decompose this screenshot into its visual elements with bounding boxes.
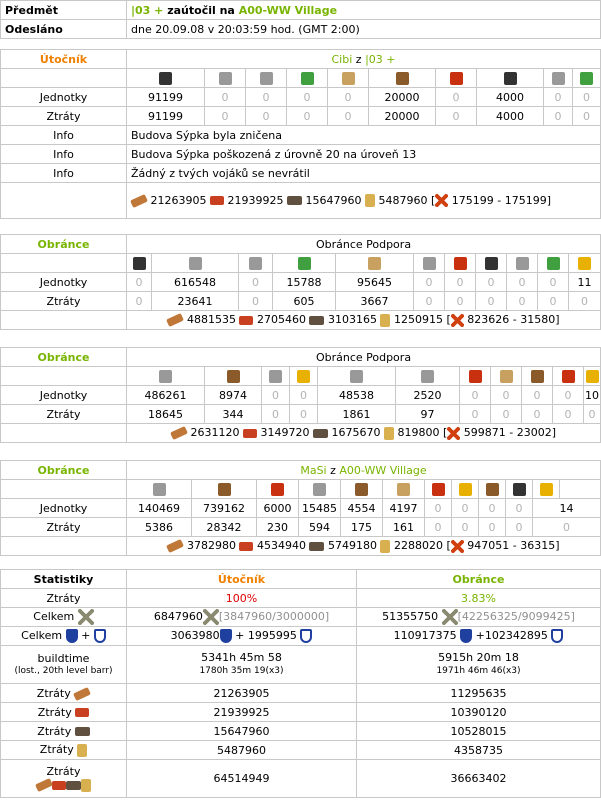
defender2-units-row bbox=[1, 386, 601, 405]
horse-icon bbox=[269, 370, 282, 383]
pike-icon bbox=[159, 370, 172, 383]
clay-icon bbox=[239, 316, 253, 325]
unit-count: 15788 bbox=[273, 273, 336, 292]
stat-plus: +102342895 bbox=[475, 629, 548, 642]
attacker-table bbox=[0, 49, 601, 219]
iron-icon bbox=[66, 781, 81, 790]
settler-icon bbox=[513, 483, 526, 496]
stat-value: 10390120 bbox=[357, 703, 601, 722]
unit-count: 0 bbox=[425, 499, 452, 518]
losses-label: Ztráty bbox=[1, 518, 127, 537]
loss-count: 0 bbox=[507, 292, 538, 311]
crop-icon bbox=[77, 744, 87, 757]
defender1-bounty: 4881535 2705460 3103165 1250915 [ 823626 - 31580] bbox=[127, 311, 601, 330]
losses-label: Ztráty bbox=[1, 292, 127, 311]
clay-icon bbox=[52, 781, 66, 790]
iron-icon bbox=[287, 196, 302, 205]
defender-loss-pct: 3.83% bbox=[357, 589, 601, 608]
axe-icon bbox=[249, 257, 262, 270]
wood-icon bbox=[130, 193, 148, 207]
defender-village-link[interactable]: A00-WW Village bbox=[339, 463, 427, 477]
info-text: Budova Sýpka poškozená z úrovně 20 na úroveň 13 bbox=[127, 145, 601, 164]
stat-value: 21263905 bbox=[127, 684, 357, 703]
defender1-table bbox=[0, 234, 601, 330]
unit-count: 0 bbox=[262, 386, 290, 405]
shield-outline-icon bbox=[94, 629, 106, 643]
defender-role: Obránce bbox=[1, 348, 127, 367]
from-text: z bbox=[330, 463, 336, 477]
unit-count: 0 bbox=[479, 499, 506, 518]
chief-icon bbox=[486, 483, 499, 496]
stat-label: Ztráty bbox=[37, 705, 72, 719]
unit-count: 0 bbox=[328, 88, 369, 107]
loss-count: 0 bbox=[425, 518, 452, 537]
defender-title: Obránce Podpora bbox=[127, 348, 601, 367]
horse-rider-icon bbox=[396, 72, 409, 85]
hatchet-icon bbox=[260, 72, 273, 85]
stat-label: Ztráty bbox=[46, 765, 81, 779]
horse-heavy-icon bbox=[397, 483, 410, 496]
loss-count: 0 bbox=[522, 405, 553, 424]
defender2-losses-row bbox=[1, 405, 601, 424]
spear-icon bbox=[189, 257, 202, 270]
stat-value2: 1780h 35m 19(x3) bbox=[199, 666, 284, 676]
boots-icon bbox=[301, 72, 314, 85]
shield-outline-icon bbox=[300, 629, 312, 643]
attacker-player-link[interactable]: Cibi bbox=[331, 52, 353, 66]
unit-count: 15485 bbox=[299, 499, 341, 518]
axe-icon bbox=[219, 72, 232, 85]
sword-icon bbox=[227, 370, 240, 383]
loss-count: 97 bbox=[396, 405, 460, 424]
info-label: Info bbox=[1, 126, 127, 145]
stat-value: 15647960 bbox=[127, 722, 357, 741]
unit-count: 8974 bbox=[205, 386, 262, 405]
wood-icon bbox=[35, 778, 53, 792]
catapult-icon bbox=[504, 72, 517, 85]
loss-count: 0 bbox=[479, 518, 506, 537]
unit-count: 140469 bbox=[127, 499, 192, 518]
hero-star-icon bbox=[540, 483, 553, 496]
catapult-icon bbox=[459, 483, 472, 496]
loss-count: 0 bbox=[584, 405, 601, 424]
sent-label: Odesláno bbox=[1, 20, 127, 39]
stat-label: Ztráty bbox=[39, 743, 74, 757]
clay-icon bbox=[75, 708, 89, 717]
loss-count: 91199 bbox=[127, 107, 205, 126]
loss-count: 230 bbox=[257, 518, 299, 537]
unit-count: 91199 bbox=[127, 88, 205, 107]
unit-count: 0 bbox=[506, 499, 533, 518]
loss-count: 0 bbox=[328, 107, 369, 126]
chief-icon bbox=[516, 257, 529, 270]
target-village-link[interactable]: A00-WW Village bbox=[238, 3, 338, 17]
ram-icon bbox=[454, 257, 467, 270]
loss-count: 0 bbox=[538, 292, 569, 311]
unit-count: 0 bbox=[127, 273, 152, 292]
stat-plus: + 1995995 bbox=[235, 629, 297, 642]
loss-count: 605 bbox=[273, 292, 336, 311]
stat-label: buildtime bbox=[37, 651, 90, 665]
catapult-icon bbox=[500, 370, 513, 383]
units-label: Jednotky bbox=[1, 273, 127, 292]
shield-icon bbox=[460, 629, 472, 643]
sword-icon bbox=[271, 483, 284, 496]
horse-heavy-icon bbox=[421, 370, 434, 383]
unit-count: 4554 bbox=[341, 499, 383, 518]
unit-count: 0 bbox=[522, 386, 553, 405]
unit-count: 739162 bbox=[192, 499, 257, 518]
unit-count: 0 bbox=[287, 88, 328, 107]
unit-count: 0 bbox=[553, 386, 584, 405]
chief-icon bbox=[552, 72, 565, 85]
attacker-village-link[interactable]: |03 + bbox=[131, 3, 164, 17]
unit-count: 2520 bbox=[396, 386, 460, 405]
stat-value: 64514949 bbox=[127, 760, 357, 798]
stat-extra: [42256325/9099425] bbox=[457, 610, 575, 623]
unit-count: 6000 bbox=[257, 499, 299, 518]
shield-icon bbox=[66, 629, 78, 643]
unit-count: 0 bbox=[205, 88, 246, 107]
unit-count: 0 bbox=[239, 273, 273, 292]
defender3-table bbox=[0, 460, 601, 556]
unit-count: 4197 bbox=[383, 499, 425, 518]
info-text: Žádný z tvých vojáků se nevrátil bbox=[127, 164, 601, 183]
from-text: z bbox=[355, 52, 362, 66]
defender-player-link[interactable]: MaSi bbox=[300, 463, 327, 477]
defender1-units-row bbox=[1, 273, 601, 292]
horse-rider-icon bbox=[423, 257, 436, 270]
loss-count: 3667 bbox=[336, 292, 414, 311]
iron-icon bbox=[75, 727, 90, 736]
plus-text: + bbox=[81, 629, 91, 642]
unit-count: 0 bbox=[573, 88, 601, 107]
stats-table bbox=[0, 569, 601, 798]
stat-value: 5487960 bbox=[127, 741, 357, 760]
loss-count: 0 bbox=[239, 292, 273, 311]
loss-count: 344 bbox=[205, 405, 262, 424]
loss-count: 0 bbox=[544, 107, 573, 126]
clay-icon bbox=[210, 196, 224, 205]
unit-count: 0 bbox=[414, 273, 445, 292]
loss-count: 0 bbox=[436, 107, 477, 126]
wood-icon bbox=[73, 686, 91, 700]
stat-value: 4358735 bbox=[357, 741, 601, 760]
club-icon bbox=[133, 257, 146, 270]
shield-outline-icon bbox=[551, 629, 563, 643]
loss-count: 0 bbox=[205, 107, 246, 126]
defender1-losses-row bbox=[1, 292, 601, 311]
loss-count: 0 bbox=[553, 405, 584, 424]
unit-count: 0 bbox=[538, 273, 569, 292]
defender-role: Obránce bbox=[1, 235, 127, 254]
loss-count: 0 bbox=[452, 518, 479, 537]
loss-count: 0 bbox=[573, 107, 601, 126]
stat-extra: [3847960/3000000] bbox=[218, 610, 330, 623]
loss-count: 0 bbox=[287, 107, 328, 126]
sent-value: dne 20.09.08 v 20:03:59 hod. (GMT 2:00) bbox=[127, 20, 601, 39]
loss-count: 28342 bbox=[192, 518, 257, 537]
subject-middle: zaútočil na bbox=[167, 3, 235, 17]
stat-value: 11295635 bbox=[357, 684, 601, 703]
info-label: Info bbox=[1, 164, 127, 183]
unit-count: 0 bbox=[476, 273, 507, 292]
chief-icon bbox=[531, 370, 544, 383]
loss-count: 1861 bbox=[318, 405, 396, 424]
iron-icon bbox=[313, 429, 328, 438]
loss-count: 18645 bbox=[127, 405, 205, 424]
loss-count: 0 bbox=[246, 107, 287, 126]
unit-count: 616548 bbox=[152, 273, 239, 292]
loss-count: 0 bbox=[533, 518, 601, 537]
unit-count: 0 bbox=[491, 386, 522, 405]
loss-count: 0 bbox=[491, 405, 522, 424]
stat-sublabel: (lost., 20th level barr) bbox=[14, 665, 113, 676]
unit-count: 486261 bbox=[127, 386, 205, 405]
info-label: Info bbox=[1, 145, 127, 164]
settler-icon bbox=[547, 257, 560, 270]
wood-icon bbox=[167, 539, 185, 553]
clay-icon bbox=[243, 429, 257, 438]
attacker-village-link[interactable]: |03 + bbox=[365, 52, 396, 66]
swords-icon bbox=[78, 609, 94, 625]
losses-label: Ztráty bbox=[1, 405, 127, 424]
attacker-role: Útočník bbox=[1, 50, 127, 69]
stat-value: 5341h 45m 58 bbox=[201, 651, 282, 664]
carry-icon bbox=[451, 540, 464, 553]
horse-rider-icon bbox=[355, 483, 368, 496]
stat-label: Celkem bbox=[33, 610, 75, 623]
unit-count: 14 bbox=[533, 499, 601, 518]
loss-count: 0 bbox=[414, 292, 445, 311]
stat-value: 10528015 bbox=[357, 722, 601, 741]
loss-count: 20000 bbox=[369, 107, 436, 126]
unit-count: 11 bbox=[569, 273, 601, 292]
carry-icon bbox=[435, 194, 448, 207]
stat-value: 6847960 bbox=[153, 610, 203, 623]
sword-icon bbox=[218, 483, 231, 496]
stat-value: 51355750 bbox=[382, 610, 439, 623]
horse-icon bbox=[313, 483, 326, 496]
loss-count: 23641 bbox=[152, 292, 239, 311]
crop-icon bbox=[380, 314, 390, 327]
stat-label: Ztráty bbox=[37, 724, 72, 738]
ram-icon bbox=[432, 483, 445, 496]
horse-icon bbox=[342, 72, 355, 85]
attacker-units-row bbox=[1, 88, 601, 107]
unit-count: 0 bbox=[452, 499, 479, 518]
shield-icon bbox=[220, 629, 232, 643]
defender2-table bbox=[0, 347, 601, 443]
iron-icon bbox=[309, 316, 324, 325]
settler-icon bbox=[580, 72, 593, 85]
stat-label: Celkem bbox=[21, 629, 63, 642]
stat-value: 21939925 bbox=[127, 703, 357, 722]
crop-icon bbox=[81, 779, 91, 792]
stats-title: Statistiky bbox=[1, 570, 127, 589]
attacker-losses-row bbox=[1, 107, 601, 126]
defender-title: Obránce Podpora bbox=[127, 235, 601, 254]
loss-count: 0 bbox=[127, 292, 152, 311]
crop-icon bbox=[365, 194, 375, 207]
loss-count: 0 bbox=[506, 518, 533, 537]
loss-count: 175 bbox=[341, 518, 383, 537]
units-label: Jednotky bbox=[1, 386, 127, 405]
unit-count: 0 bbox=[436, 88, 477, 107]
attacker-loss-pct: 100% bbox=[127, 589, 357, 608]
subject-label: Předmět bbox=[1, 1, 127, 20]
defender3-units-row bbox=[1, 499, 601, 518]
defender3-losses-row bbox=[1, 518, 601, 537]
unit-count: 10 bbox=[584, 386, 601, 405]
stats-attacker-label: Útočník bbox=[127, 570, 357, 589]
ram-icon bbox=[469, 370, 482, 383]
loss-count: 594 bbox=[299, 518, 341, 537]
stat-label: Ztráty bbox=[1, 589, 127, 608]
loss-count: 4000 bbox=[477, 107, 544, 126]
stat-value: 36663402 bbox=[357, 760, 601, 798]
crop-icon bbox=[380, 540, 390, 553]
loss-count: 0 bbox=[262, 405, 290, 424]
stat-value2: 1971h 46m 46(x3) bbox=[436, 666, 521, 676]
wood-icon bbox=[170, 426, 188, 440]
defender-role: Obránce bbox=[1, 461, 127, 480]
stats-defender-label: Obránce bbox=[357, 570, 601, 589]
units-label: Jednotky bbox=[1, 499, 127, 518]
hero-star-icon bbox=[586, 370, 599, 383]
unit-count: 48538 bbox=[318, 386, 396, 405]
wand-icon bbox=[297, 370, 310, 383]
horse-rider-icon bbox=[350, 370, 363, 383]
crop-icon bbox=[384, 427, 394, 440]
losses-label: Ztráty bbox=[1, 107, 127, 126]
unit-count: 95645 bbox=[336, 273, 414, 292]
unit-count: 0 bbox=[246, 88, 287, 107]
stat-value: 5915h 20m 18 bbox=[438, 651, 519, 664]
defender3-bounty: 3782980 4534940 5749180 2288020 [ 947051 - 36315] bbox=[127, 537, 601, 556]
loss-count: 0 bbox=[476, 292, 507, 311]
units-label: Jednotky bbox=[1, 88, 127, 107]
ram-icon bbox=[450, 72, 463, 85]
info-text: Budova Sýpka byla zničena bbox=[127, 126, 601, 145]
carry-icon bbox=[451, 314, 464, 327]
boots-icon bbox=[298, 257, 311, 270]
stat-value: 110917375 bbox=[393, 629, 457, 642]
swords-icon bbox=[203, 609, 219, 625]
settler-icon bbox=[562, 370, 575, 383]
loss-count: 0 bbox=[569, 292, 601, 311]
report-header bbox=[0, 0, 601, 39]
unit-count: 0 bbox=[507, 273, 538, 292]
unit-count: 4000 bbox=[477, 88, 544, 107]
horse-icon bbox=[368, 257, 381, 270]
club-icon bbox=[159, 72, 172, 85]
swords-icon bbox=[442, 609, 458, 625]
iron-icon bbox=[309, 542, 324, 551]
stat-label: Ztráty bbox=[36, 686, 71, 700]
clay-icon bbox=[239, 542, 253, 551]
defender2-bounty: 2631120 3149720 1675670 819800 [ 599871 - 23002] bbox=[127, 424, 601, 443]
loss-count: 0 bbox=[445, 292, 476, 311]
carry-icon bbox=[447, 427, 460, 440]
unit-count: 20000 bbox=[369, 88, 436, 107]
hero-star-icon bbox=[578, 257, 591, 270]
unit-count: 0 bbox=[445, 273, 476, 292]
wood-icon bbox=[167, 313, 185, 327]
loss-count: 5386 bbox=[127, 518, 192, 537]
attacker-bounty: 21263905 21939925 15647960 5487960 [ 175199 - 175199] bbox=[127, 183, 601, 219]
catapult-icon bbox=[485, 257, 498, 270]
stat-value: 3063980 bbox=[170, 629, 220, 642]
sword-icon bbox=[153, 483, 166, 496]
unit-count: 0 bbox=[290, 386, 318, 405]
unit-count: 0 bbox=[460, 386, 491, 405]
loss-count: 161 bbox=[383, 518, 425, 537]
loss-count: 0 bbox=[460, 405, 491, 424]
unit-count: 0 bbox=[544, 88, 573, 107]
loss-count: 0 bbox=[290, 405, 318, 424]
